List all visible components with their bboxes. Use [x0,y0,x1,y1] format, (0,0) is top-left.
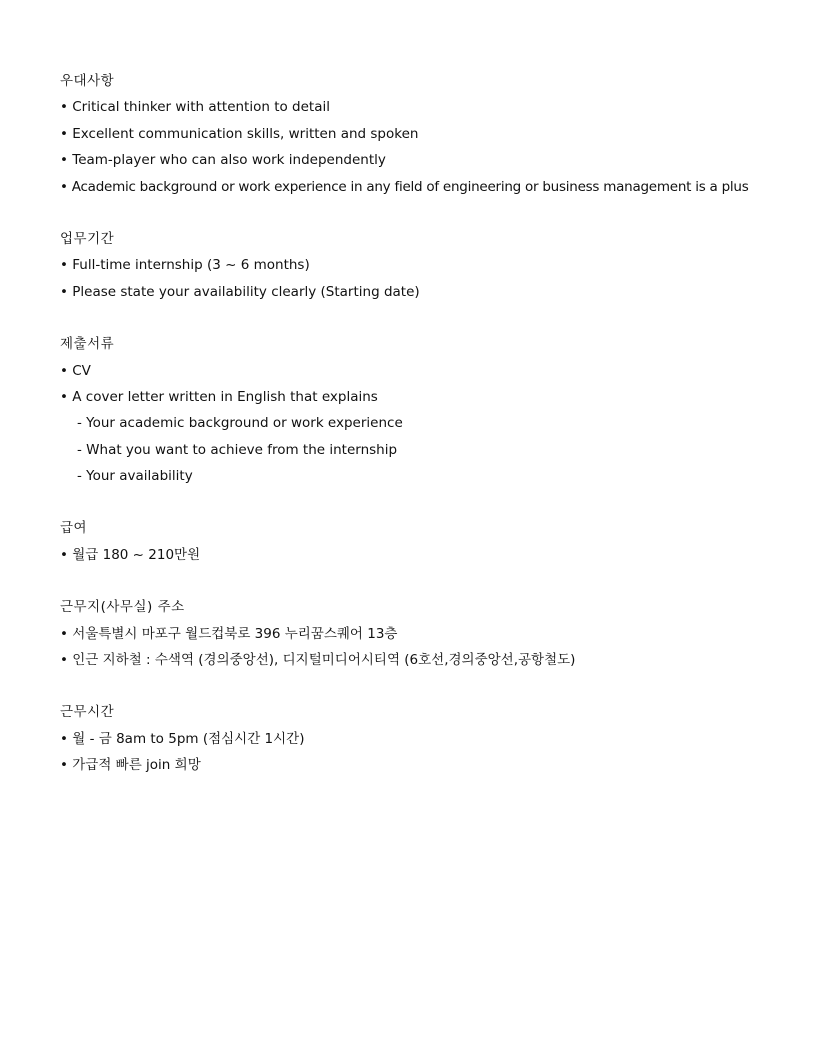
list-item: • 인근 지하철 : 수색역 (경의중앙선), 디지털미디어시티역 (6호선,경의중앙선,공항철도) [60,652,576,669]
section-heading: 근무지(사무실) 주소 [60,599,185,616]
section-heading: 우대사항 [60,73,115,89]
list-item: • Academic background or work experience in any field of engineering or business management is a plus [60,178,749,195]
list-item: • Excellent communication skills, written and spoken [60,125,419,142]
list-item: • A cover letter written in English that explains [60,388,378,405]
list-item: • CV [60,362,91,379]
sub-list-item: - Your availability [77,468,193,485]
list-item: • 월급 180 ~ 210만원 [60,546,201,563]
section-heading: 업무기간 [60,230,115,247]
sub-list-item: - What you want to achieve from the internship [77,441,398,458]
section-preferred-qualifications [60,68,780,200]
section-office-address [60,594,780,673]
section-work-period [60,226,780,305]
section-salary [60,515,780,568]
sub-list-item: - Your academic background or work experience [77,415,403,432]
section-heading: 제출서류 [60,336,115,353]
list-item: • Team-player who can also work independently [60,152,386,169]
list-item: • 월 - 금 8am to 5pm (점심시간 1시간) [60,730,305,747]
section-working-hours [60,699,780,778]
list-item: • 가급적 빠른 join 희망 [60,757,201,774]
section-required-documents [60,331,780,489]
list-item: • Critical thinker with attention to detail [60,99,330,116]
section-heading: 급여 [60,520,88,537]
document-body [60,68,780,805]
list-item: • Please state your availability clearly (Starting date) [60,283,420,300]
list-item: • 서울특별시 마포구 월드컵북로 396 누리꿈스퀘어 13층 [60,625,398,642]
section-heading: 근무시간 [60,704,115,721]
list-item: • Full-time internship (3 ~ 6 months) [60,257,310,274]
